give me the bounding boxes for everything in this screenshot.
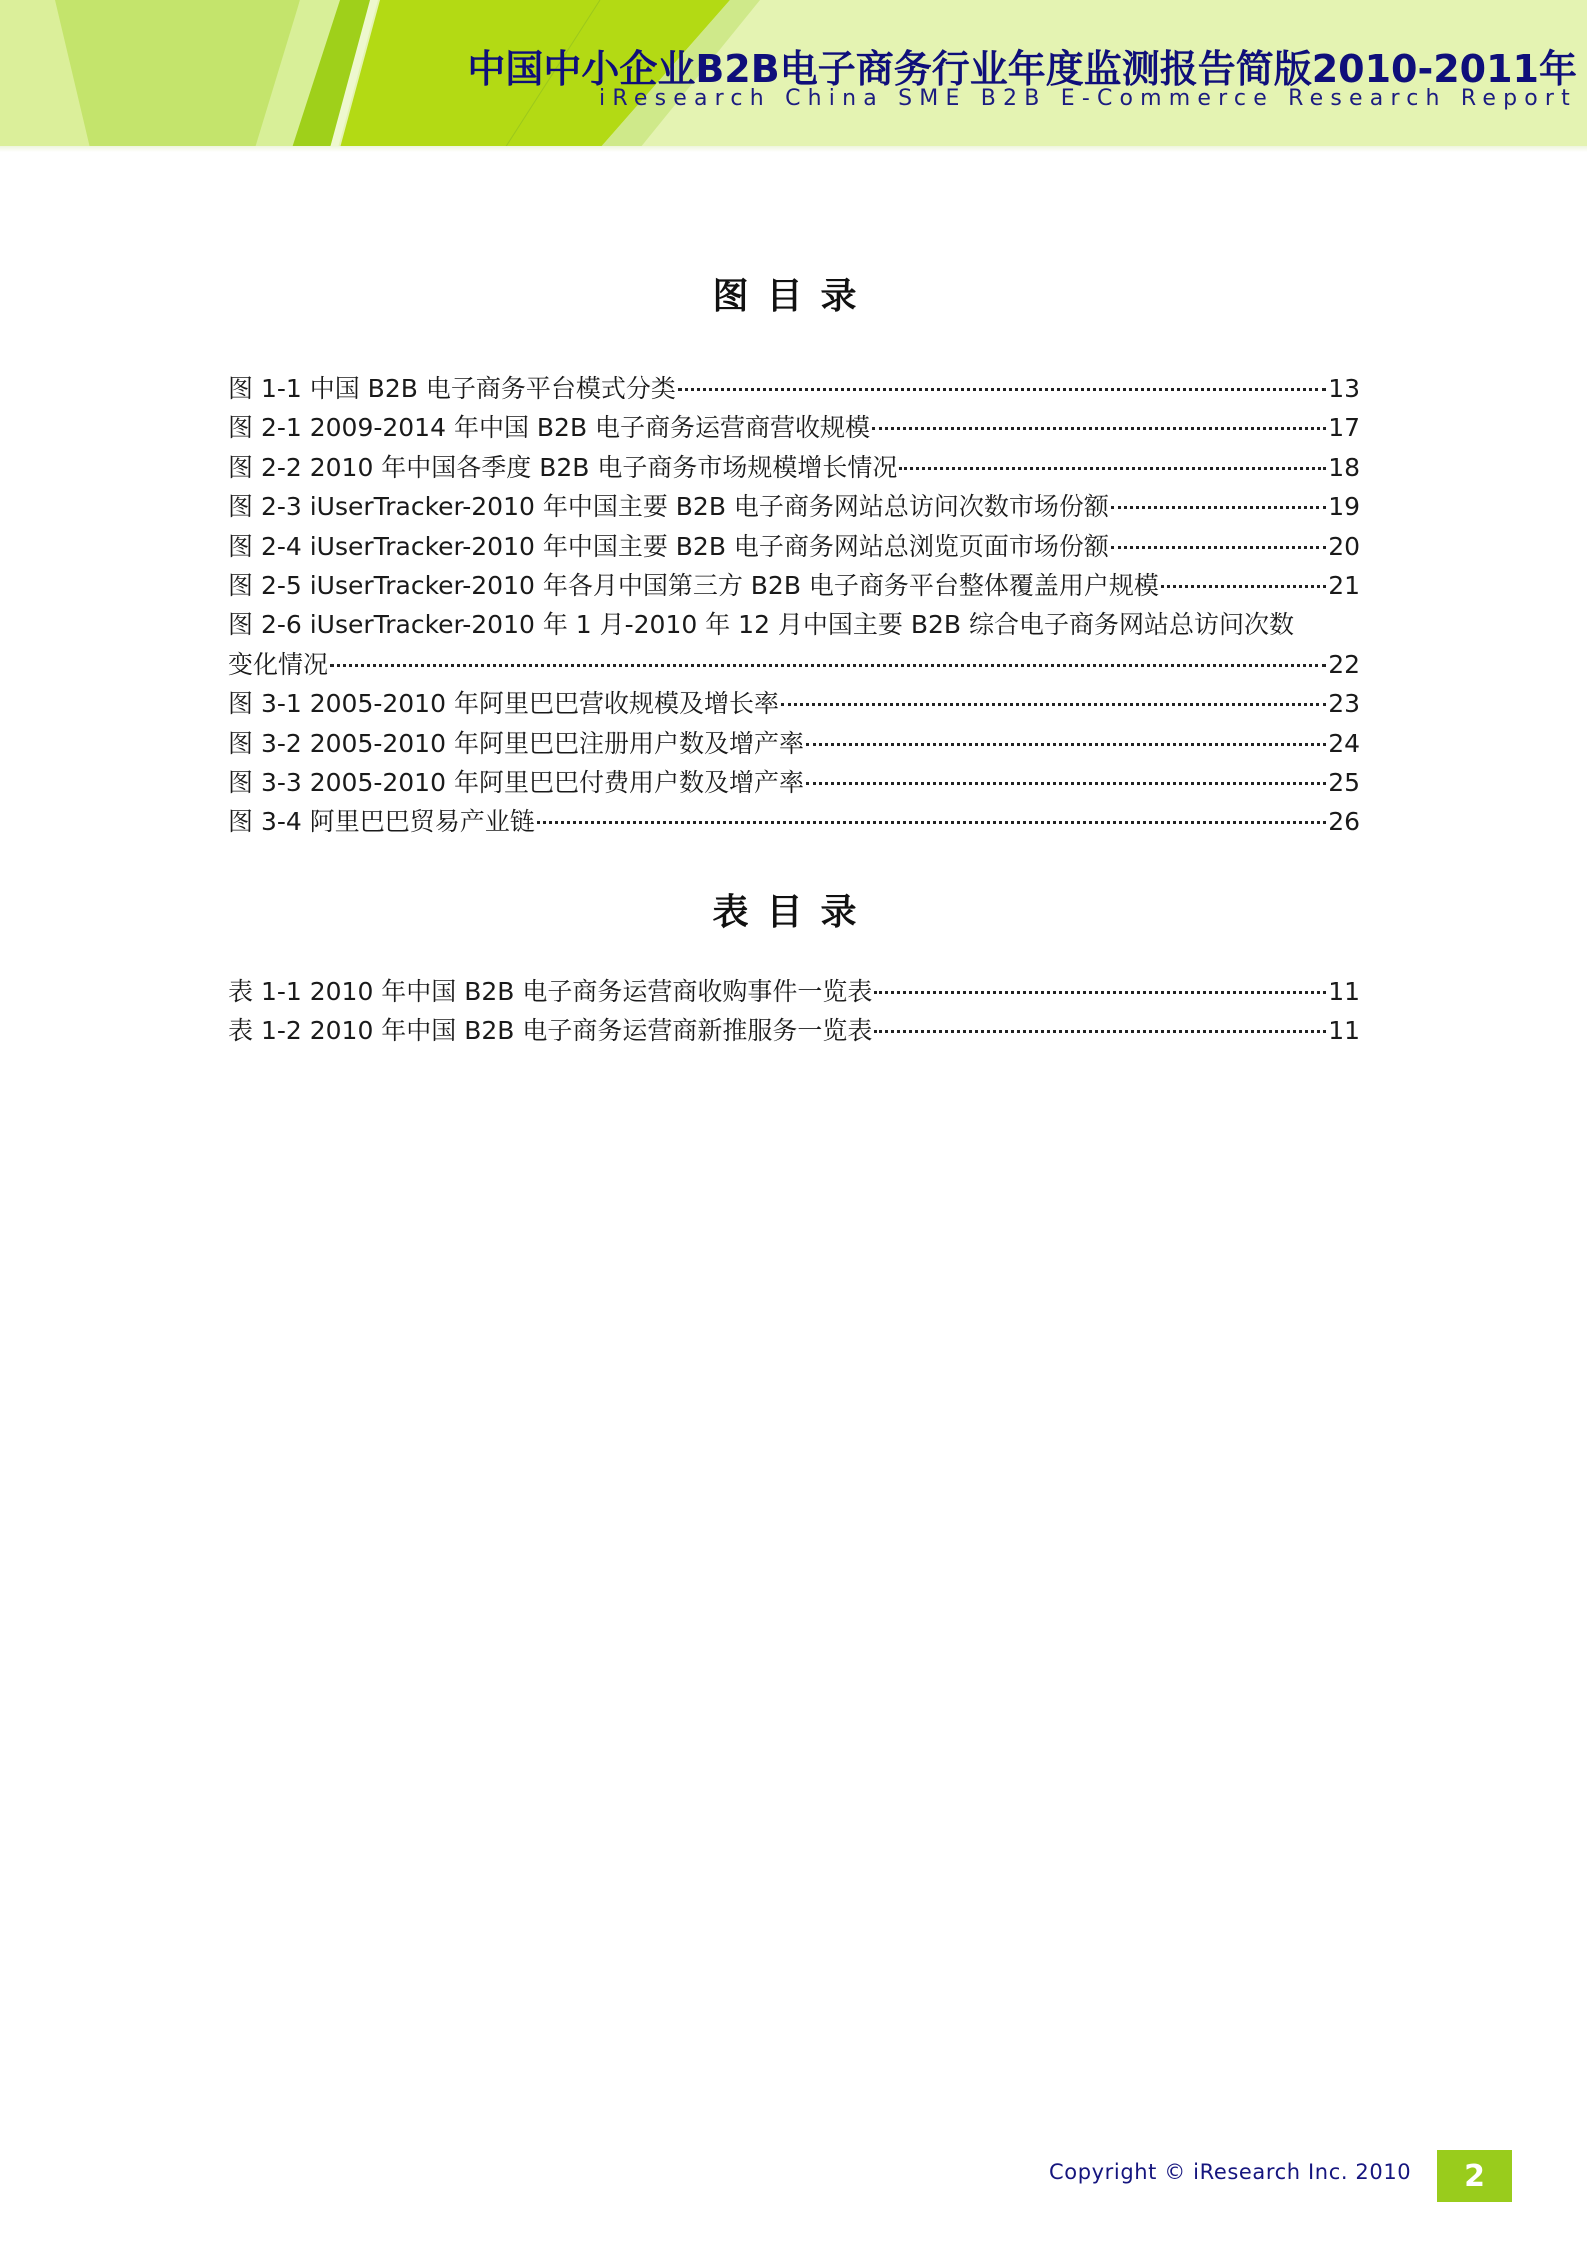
toc-entry[interactable] <box>228 448 1360 487</box>
page-number-badge: 2 <box>1437 2150 1512 2202</box>
toc-entry-page: 26 <box>1328 807 1360 837</box>
toc-entry[interactable] <box>228 566 1360 605</box>
toc-entry-label-continuation: 变化情况 <box>228 649 329 679</box>
leader-dots <box>678 388 1326 391</box>
toc-entry[interactable] <box>228 802 1360 841</box>
leader-dots <box>874 991 1326 994</box>
banner-shadow <box>0 146 1587 152</box>
toc-entry-label: 图 2-2 2010 年中国各季度 B2B 电子商务市场规模增长情况 <box>228 452 898 482</box>
toc-entry-label: 图 3-1 2005-2010 年阿里巴巴营收规模及增长率 <box>228 689 779 719</box>
toc-entry-label: 图 2-6 iUserTracker-2010 年 1 月-2010 年 12 月中国主要 B2B 综合电子商务网站总访问次数 <box>228 610 1295 640</box>
leader-dots <box>899 467 1326 470</box>
toc-entry[interactable] <box>228 684 1360 723</box>
toc-entry[interactable] <box>228 724 1360 763</box>
leader-dots <box>781 703 1326 706</box>
leader-dots <box>806 782 1326 785</box>
tables-toc-heading: 表目录 <box>712 892 875 933</box>
toc-entry[interactable] <box>228 487 1360 526</box>
toc-entry-label: 表 1-1 2010 年中国 B2B 电子商务运营商收购事件一览表 <box>228 977 873 1006</box>
toc-entry-label: 图 3-4 阿里巴巴贸易产业链 <box>228 807 535 837</box>
figures-toc <box>228 369 1360 842</box>
toc-entry-label: 图 2-5 iUserTracker-2010 年各月中国第三方 B2B 电子商务平台整体覆盖用户规模 <box>228 570 1159 600</box>
leader-dots <box>1111 506 1326 509</box>
toc-entry-label: 图 2-1 2009-2014 年中国 B2B 电子商务运营商营收规模 <box>228 413 871 443</box>
leader-dots <box>1161 585 1326 588</box>
leader-dots <box>537 821 1326 824</box>
toc-entry-label: 表 1-2 2010 年中国 B2B 电子商务运营商新推服务一览表 <box>228 1016 873 1046</box>
toc-entry-page: 17 <box>1328 413 1360 443</box>
toc-entry[interactable] <box>228 369 1360 408</box>
header-banner <box>0 0 1587 148</box>
toc-entry[interactable] <box>228 527 1360 566</box>
tables-toc <box>228 972 1360 1051</box>
toc-entry[interactable] <box>228 408 1360 447</box>
toc-entry-label: 图 1-1 中国 B2B 电子商务平台模式分类 <box>228 374 676 403</box>
report-title: 中国中小企业B2B电子商务行业年度监测报告简版2010-2011年 <box>467 47 1577 91</box>
toc-entry-page: 19 <box>1328 492 1360 522</box>
toc-entry-label: 图 3-2 2005-2010 年阿里巴巴注册用户数及增产率 <box>228 728 804 758</box>
leader-dots <box>330 664 1326 667</box>
toc-entry[interactable] <box>228 1011 1360 1050</box>
toc-entry-page: 18 <box>1328 452 1360 482</box>
toc-entry-page: 25 <box>1328 767 1360 797</box>
leader-dots <box>1111 546 1326 549</box>
toc-entry[interactable] <box>228 763 1360 802</box>
toc-entry-page: 20 <box>1328 531 1360 561</box>
figures-toc-heading: 图目录 <box>712 276 875 317</box>
toc-entry-page: 11 <box>1328 977 1360 1006</box>
toc-entry[interactable] <box>228 605 1360 644</box>
toc-entry-page: 21 <box>1328 570 1360 600</box>
toc-entry-page: 11 <box>1328 1016 1360 1046</box>
toc-entry-page: 22 <box>1328 649 1360 679</box>
leader-dots <box>806 743 1326 746</box>
report-subtitle: iResearch China SME B2B E-Commerce Research Report <box>599 86 1577 111</box>
toc-entry-page: 13 <box>1328 374 1360 403</box>
toc-entry-label: 图 3-3 2005-2010 年阿里巴巴付费用户数及增产率 <box>228 767 804 797</box>
copyright-notice: Copyright © iResearch Inc. 2010 <box>1049 2160 1412 2184</box>
toc-entry-continuation[interactable] <box>228 645 1360 684</box>
toc-entry-page: 24 <box>1328 728 1360 758</box>
leader-dots <box>874 1030 1326 1033</box>
toc-entry-label: 图 2-4 iUserTracker-2010 年中国主要 B2B 电子商务网站总浏览页面市场份额 <box>228 531 1109 561</box>
toc-entry-label: 图 2-3 iUserTracker-2010 年中国主要 B2B 电子商务网站总访问次数市场份额 <box>228 492 1109 522</box>
toc-entry[interactable] <box>228 972 1360 1011</box>
leader-dots <box>872 427 1326 430</box>
toc-entry-page: 23 <box>1328 689 1360 719</box>
